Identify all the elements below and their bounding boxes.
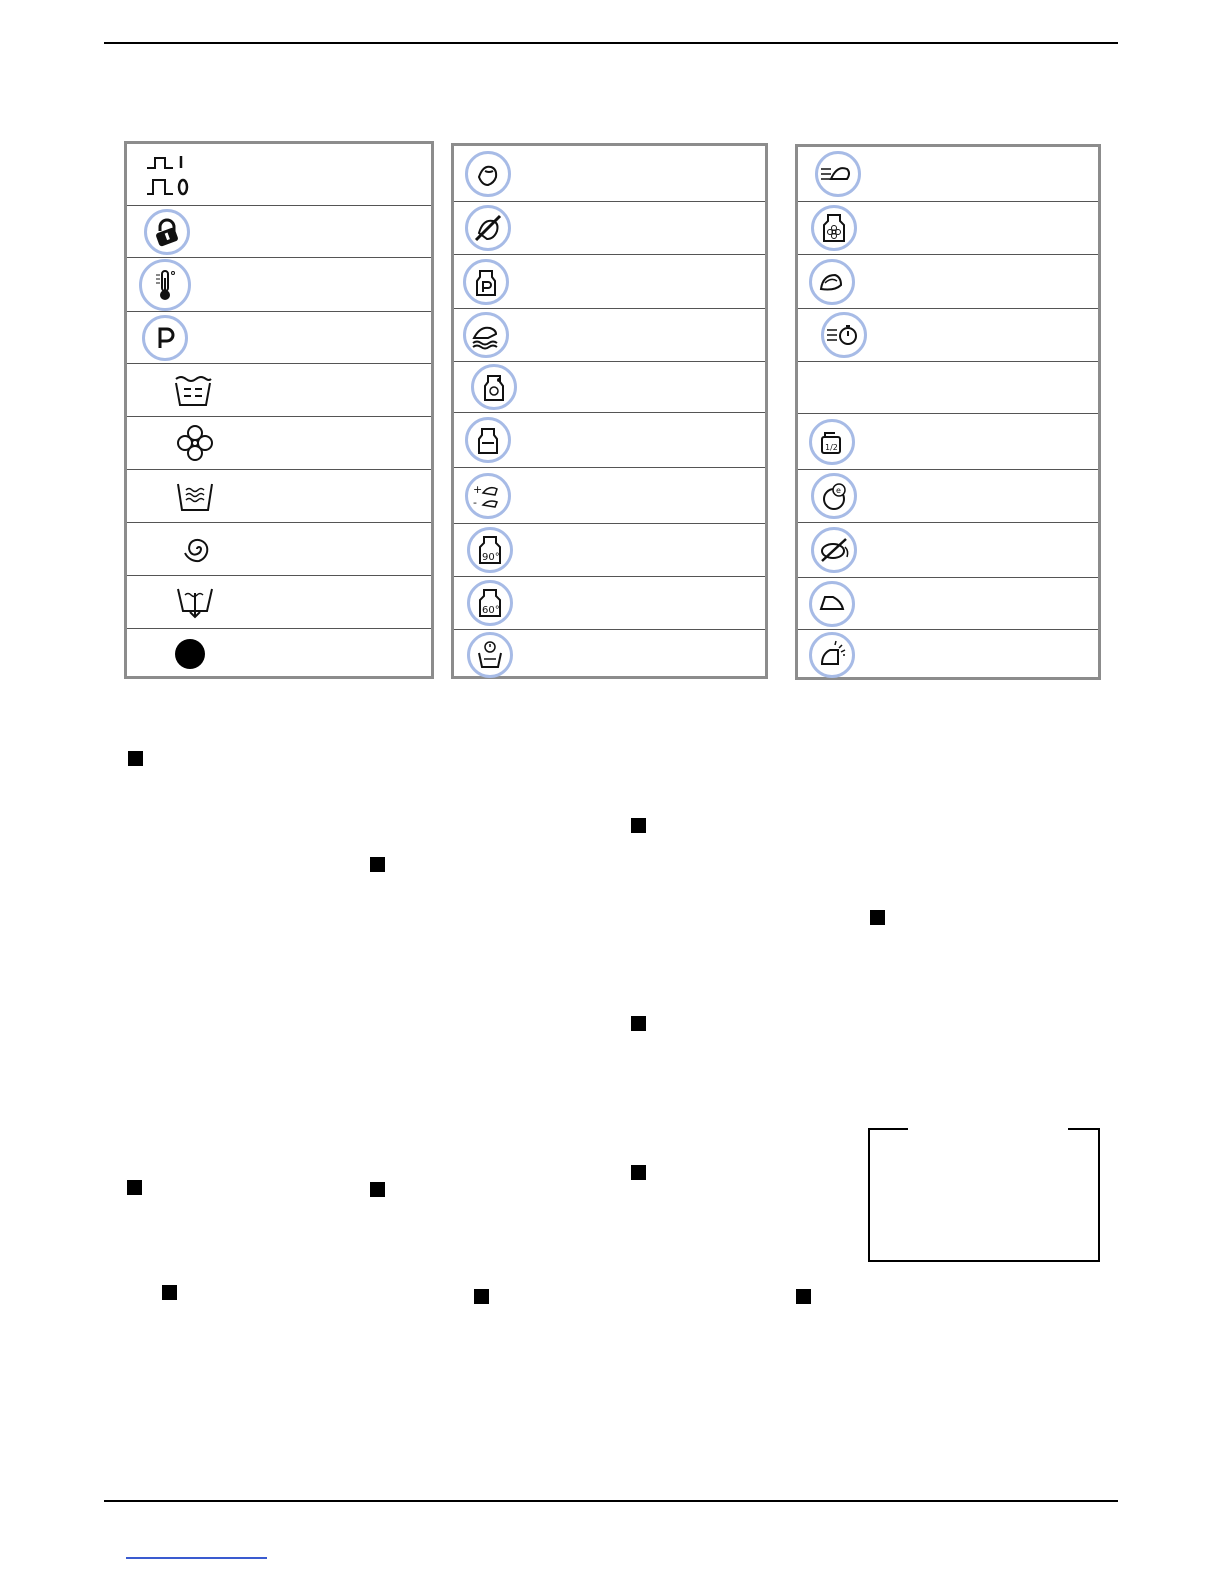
bullet-marker xyxy=(128,751,143,766)
panel-programs-col-3 xyxy=(795,144,1101,680)
prewash-p-icon xyxy=(463,259,509,305)
fan-icon xyxy=(177,425,213,461)
list-item xyxy=(454,362,765,413)
svg-text:1/2: 1/2 xyxy=(825,442,838,452)
list-item xyxy=(127,258,431,312)
no-spin-icon xyxy=(465,205,511,251)
list-item xyxy=(127,312,431,364)
list-item xyxy=(127,629,431,679)
bullet-marker xyxy=(631,1016,646,1031)
wash-tub-icon xyxy=(173,373,213,407)
callout-box xyxy=(868,1128,1100,1262)
list-item xyxy=(454,146,765,202)
list-item xyxy=(798,578,1098,630)
silk-icon xyxy=(809,259,855,305)
list-item xyxy=(454,255,765,309)
bullet-marker xyxy=(631,1165,646,1180)
bullet-marker xyxy=(127,1180,142,1195)
list-item xyxy=(798,147,1098,202)
list-item xyxy=(798,630,1098,680)
header-rule xyxy=(104,42,1118,44)
steam-refresh-icon xyxy=(809,632,855,678)
no-dry-icon xyxy=(811,527,857,573)
svg-text:60°: 60° xyxy=(482,605,500,616)
program-p-icon xyxy=(142,315,188,361)
cotton-90-icon xyxy=(467,527,513,573)
list-item xyxy=(798,414,1098,470)
half-load-icon xyxy=(809,419,855,465)
bullet-marker xyxy=(796,1289,811,1304)
list-item xyxy=(454,577,765,630)
bullet-marker xyxy=(162,1285,177,1300)
drain-icon xyxy=(175,585,215,619)
cotton-60-icon xyxy=(467,580,513,626)
panel-display-symbols xyxy=(124,141,434,679)
empty-slot xyxy=(798,362,1098,414)
footer-link-underline[interactable] xyxy=(126,1557,267,1559)
plus-minus-wash-icon xyxy=(465,473,511,519)
door-lock-icon xyxy=(144,209,190,255)
intensive-wash-icon xyxy=(463,312,509,358)
list-item xyxy=(127,417,431,470)
list-item xyxy=(127,523,431,576)
eco-icon xyxy=(811,473,857,519)
svg-text:+: + xyxy=(473,482,483,496)
list-item xyxy=(127,364,431,417)
timer-wash-icon xyxy=(467,632,513,678)
panel-programs-col-2 xyxy=(451,143,768,679)
svg-text:e: e xyxy=(836,486,841,495)
svg-text:-: - xyxy=(473,495,477,509)
list-item xyxy=(127,576,431,629)
list-item xyxy=(798,255,1098,309)
list-item xyxy=(454,524,765,577)
speed-timer-icon xyxy=(821,312,867,358)
list-item xyxy=(127,206,431,258)
rinse-tub-icon xyxy=(175,480,215,512)
spin-spiral-icon xyxy=(179,531,215,567)
bullet-marker xyxy=(870,910,885,925)
bullet-marker xyxy=(474,1289,489,1304)
list-item xyxy=(454,202,765,255)
list-item xyxy=(454,630,765,679)
filled-dot-icon xyxy=(174,638,206,670)
wool-icon xyxy=(811,205,857,251)
temperature-icon xyxy=(139,259,191,311)
list-item xyxy=(127,144,431,206)
list-item xyxy=(454,413,765,468)
easy-care-icon xyxy=(465,417,511,463)
bullet-marker xyxy=(631,818,646,833)
iron-icon xyxy=(809,581,855,627)
list-item xyxy=(454,468,765,524)
list-item xyxy=(798,523,1098,578)
svg-text:90°: 90° xyxy=(482,552,500,563)
list-item xyxy=(798,202,1098,255)
bullet-marker xyxy=(370,1182,385,1197)
list-item xyxy=(454,309,765,362)
hand-wash-icon xyxy=(465,151,511,197)
footer-rule xyxy=(104,1500,1118,1502)
bullet-marker xyxy=(370,857,385,872)
list-item xyxy=(798,309,1098,362)
quick-wash-icon xyxy=(815,151,861,197)
list-item xyxy=(127,470,431,523)
delicate-icon xyxy=(471,364,517,410)
power-on-off-icon xyxy=(143,150,191,200)
list-item xyxy=(798,470,1098,523)
